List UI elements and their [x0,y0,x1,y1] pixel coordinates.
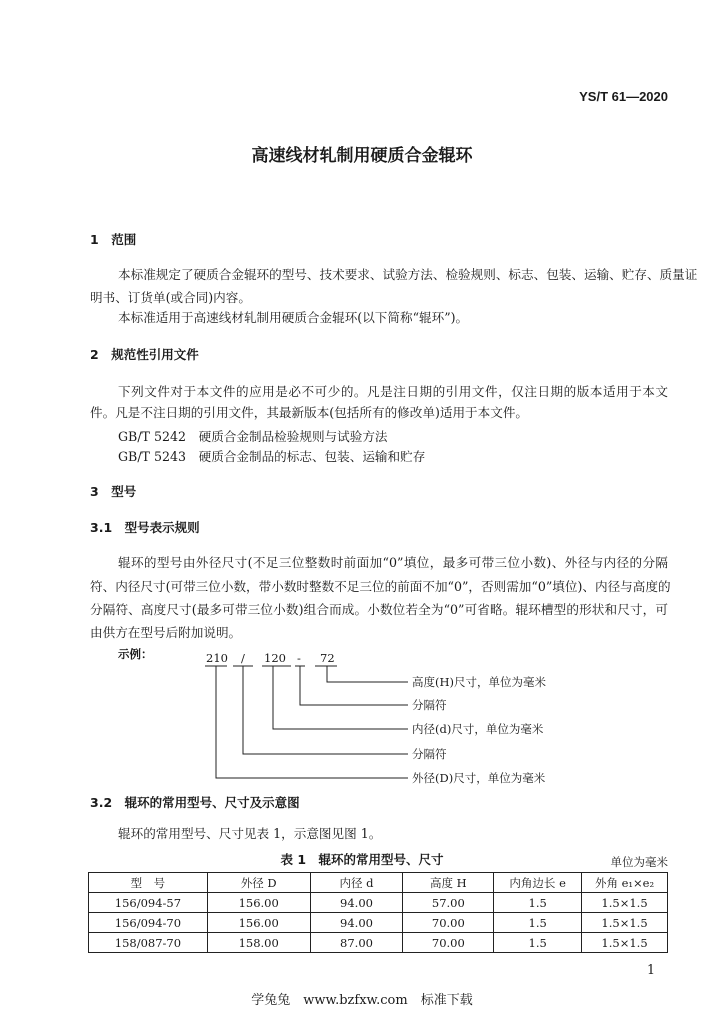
paragraph: 本标准规定了硬质合金辊环的型号、技术要求、试验方法、检验规则、标志、包装、运输、贮存、质量证 [118,267,698,282]
table-unit: 单位为毫米 [610,855,668,869]
cell: 1.5 [494,933,582,953]
cell: 1.5×1.5 [582,893,668,913]
label-inner-diameter: 内径(d)尺寸，单位为毫米 [412,722,544,736]
paragraph: 由供方在型号后附加说明。 [90,625,242,640]
cell: 94.00 [310,913,403,933]
cell: 156.00 [207,913,310,933]
cell: 70.00 [403,933,494,953]
section-3-2-heading: 3.2 辊环的常用型号、尺寸及示意图 [90,795,300,810]
cell: 70.00 [403,913,494,933]
table-header-row [89,873,668,893]
footer-watermark: 学兔兔 www.bzfxw.com 标准下载 [251,993,473,1008]
col-header: 内径 d [310,873,403,893]
col-header: 高度 H [403,873,494,893]
code-part-sep1: / [241,651,245,665]
col-header: 内角边长 e [494,873,582,893]
code-part-inner: 120 [264,651,286,665]
cell: 87.00 [310,933,403,953]
standard-number: YS/T 61—2020 [579,89,668,104]
col-header: 型 号 [89,873,208,893]
example-label: 示例： [118,647,153,661]
code-part-height: 72 [320,651,335,665]
table-caption: 表 1 辊环的常用型号、尺寸 [280,852,444,867]
label-separator: 分隔符 [412,698,447,712]
section-2-heading: 2 规范性引用文件 [90,347,199,362]
paragraph: 符、内径尺寸(可带三位小数，带小数时整数不足三位的前面不加“0”，否则需加“0”填位)、内径与高度的 [90,579,671,594]
section-3-heading: 3 型号 [90,484,137,499]
cell: 94.00 [310,893,403,913]
cell: 1.5×1.5 [582,913,668,933]
reference-item: GB/T 5242 硬质合金制品检验规则与试验方法 [118,429,388,444]
table-row [89,933,668,953]
label-separator: 分隔符 [412,747,447,761]
paragraph: 明书、订货单(或合同)内容。 [90,290,251,305]
section-1-heading: 1 范围 [90,232,137,247]
cell: 1.5 [494,893,582,913]
cell: 1.5×1.5 [582,933,668,953]
page-title: 高速线材轧制用硬质合金辊环 [251,146,473,166]
paragraph: 辊环的常用型号、尺寸见表 1，示意图见图 1。 [118,826,382,841]
cell: 158/087-70 [89,933,208,953]
col-header: 外径 D [207,873,310,893]
cell: 156.00 [207,893,310,913]
paragraph: 本标准适用于高速线材轧制用硬质合金辊环(以下简称“辊环”)。 [118,310,469,325]
paragraph: 分隔符、高度尺寸(最多可带三位小数)组合而成。小数位若全为“0”可省略。辊环槽型的形状和尺寸，可 [90,602,668,617]
model-table [88,872,668,953]
reference-item: GB/T 5243 硬质合金制品的标志、包装、运输和贮存 [118,449,426,464]
label-outer-diameter: 外径(D)尺寸，单位为毫米 [412,771,546,785]
cell: 1.5 [494,913,582,933]
col-header: 外角 e₁×e₂ [582,873,668,893]
section-3-1-heading: 3.1 型号表示规则 [90,520,200,535]
cell: 158.00 [207,933,310,953]
paragraph: 下列文件对于本文件的应用是必不可少的。凡是注日期的引用文件，仅注日期的版本适用于本文 [118,384,668,399]
page-number: 1 [647,962,656,977]
cell: 156/094-57 [89,893,208,913]
code-part-sep2: - [297,651,301,665]
table-row [89,893,668,913]
label-height: 高度(H)尺寸，单位为毫米 [412,675,547,689]
cell: 57.00 [403,893,494,913]
paragraph: 件。凡是不注日期的引用文件，其最新版本(包括所有的修改单)适用于本文件。 [90,405,529,420]
cell: 156/094-70 [89,913,208,933]
code-part-outer: 210 [206,651,228,665]
paragraph: 辊环的型号由外径尺寸(不足三位整数时前面加“0”填位，最多可带三位小数)、外径与内径的分隔 [118,555,668,570]
table-row [89,913,668,933]
